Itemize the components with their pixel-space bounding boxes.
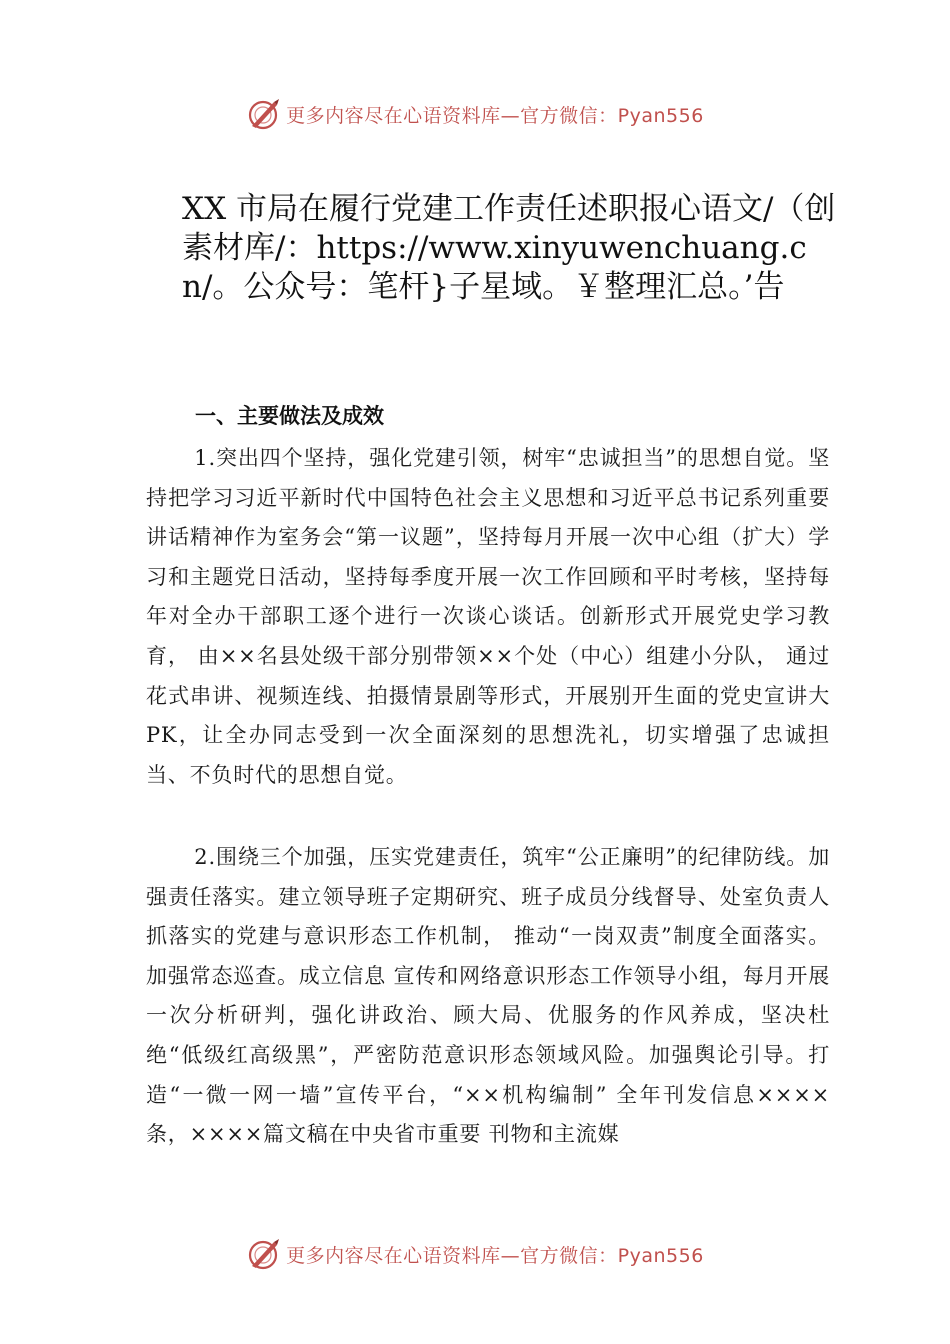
banner-text: 更多内容尽在心语资料库—官方微信：Pyan556 bbox=[286, 1244, 704, 1267]
brush-logo-icon bbox=[246, 1236, 282, 1272]
header-watermark-banner bbox=[0, 92, 950, 136]
document-title: XX 市局在履行党建工作责任述职报心语文/（创素材库/：https://www.xinyuwenchuang.cn/。公众号：笔杆}子星域。￥整理汇总。’告 bbox=[182, 191, 836, 305]
banner-text: 更多内容尽在心语资料库—官方微信：Pyan556 bbox=[286, 104, 704, 127]
paragraph-2: 2.围绕三个加强，压实党建责任，筑牢“公正廉明”的纪律防线。加强责任落实。建立领导班子定期研究、班子成员分线督导、处室负责人抓落实的党建与意识形态工作机制， 推动“一岗双责”制度全面落实。加强常态巡查。成立信息 宣传和网络意识形态工作领导小组，每月开展一次分析研判，强化讲政治、顾大局、优服务的作风养成，坚决杜绝“低级红高级黑”，严密防范意识形态领域风险。加强舆论引导。打造“一微一网一墙”宣传平台，“××机构编制” 全年刊发信息××××条，××××篇文稿在中央省市重要 刊物和主流媒 bbox=[146, 845, 830, 1147]
section-heading: 一、主要做法及成效 bbox=[195, 404, 384, 428]
footer-watermark-banner bbox=[0, 1232, 950, 1276]
paragraph-1: 1.突出四个坚持，强化党建引领，树牢“忠诚担当”的思想自觉。坚持把学习习近平新时代中国特色社会主义思想和习近平总书记系列重要讲话精神作为室务会“第一议题”，坚持每月开展一次中心组（扩大）学习和主题党日活动，坚持每季度开展一次工作回顾和平时考核，坚持每年对全办干部职工逐个进行一次谈心谈话。创新形式开展党史学习教育， 由××名县处级干部分别带领××个处（中心）组建小分队， 通过花式串讲、视频连线、拍摄情景剧等形式，开展别开生面的党史宣讲大 PK，让全办同志受到一次全面深刻的思想洗礼，切实增强了忠诚担当、不负时代的思想自觉。 bbox=[146, 446, 830, 787]
brush-logo-icon bbox=[246, 96, 282, 132]
